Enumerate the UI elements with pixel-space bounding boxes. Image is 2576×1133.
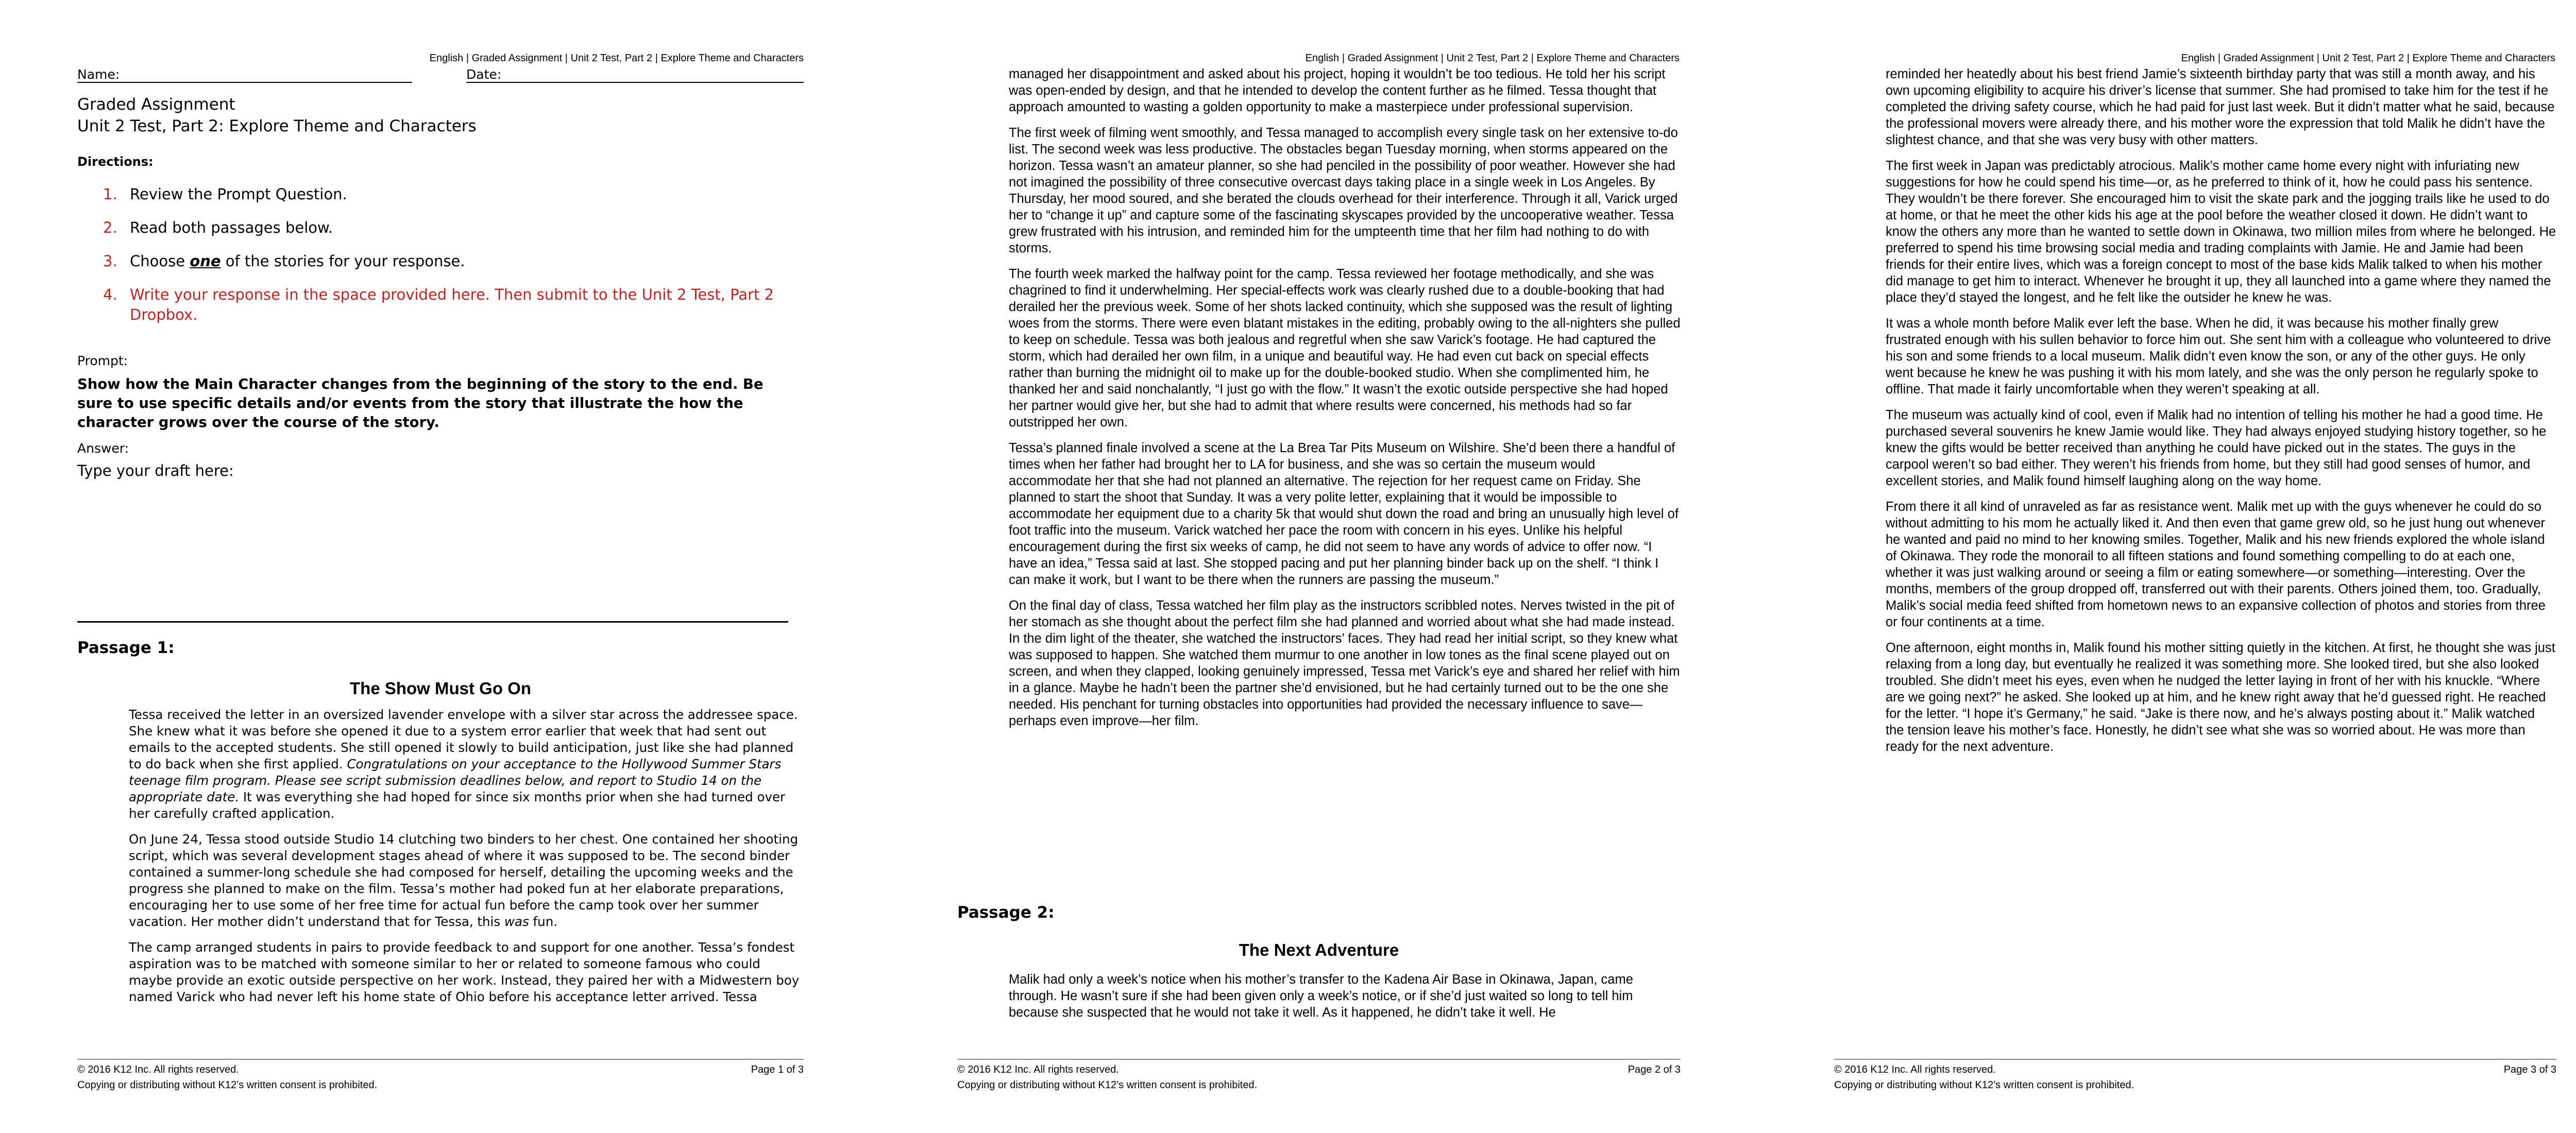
page-number: Page 1 of 3	[751, 1064, 804, 1075]
running-head: English | Graded Assignment | Unit 2 Test, Part 2 | Explore Theme and Characters	[429, 53, 804, 64]
copyright: © 2016 K12 Inc. All rights reserved.	[77, 1064, 239, 1075]
paragraph: Malik had only a week’s notice when his mother’s transfer to the Kadena Air Base in Okinawa, Japan, came through. He wasn’t sure if she had been given only a week’s notice, or if she’d just waited so long to tell him because she suspected that he would not take it well. As it happened, he didn’t take it well. He	[1009, 972, 1633, 1020]
paragraph: reminded her heatedly about his best friend Jamie’s sixteenth birthday party that was still a month away, and his own upcoming eligibility to acquire his driver’s license that summer. She had promised to take him for the test if he completed the driving safety course, which he had paid for just last week. But it didn’t matter what he said, because the professional movers were already there, and his mother wore the expression that told Malik he didn’t have the slightest chance, and that she was very busy with other matters.	[1886, 67, 2555, 147]
step-text: Read both passages below.	[130, 219, 333, 236]
paragraph: The first week in Japan was predictably atrocious. Malik’s mother came home every night with infuriating new suggestions for how he could spend his time—or, as he preferred to think of it, how he could pass his sentence. They wouldn’t be there forever. She encouraged him to visit the skate park and the jogging trails like he used to do at home, or that he meet the other kids his age at the pool before the weather closed it down. He didn’t want to know the others any more than he wanted to settle down in Okinawa, two million miles from where he belonged. He preferred to spend his time browsing social media and trading complaints with Jamie. He and Jamie had been friends for their entire lives, which was a foreign concept to most of the base kids Malik talked to when his mother did manage to get him to interact. Whenever he brought it up, they all launched into a game where they named the place they’d stayed the longest, and he felt like the outsider he knew he was.	[1886, 159, 2556, 305]
answer-field[interactable]: Type your draft here:	[77, 462, 234, 479]
paragraph: On the final day of class, Tessa watched her film play as the instructors scribbled notes. Nerves twisted in the pit of her stomach as she thought about the perfect film she had planned and worried about what she had made instead. In the dim light of the theater, she watched the instructors’ faces. They had read her initial script, so they knew what was supposed to happen. She watched them murmur to one another in low tones as the final scene played out on screen, and when they clapped, looking genuinely impressed, Tessa met Varick’s eye and shared her relief with him in a glance. Maybe he hadn’t been the partner she’d envisioned, but he had certainly turned out to be the one she needed. His penchant for turning obstacles into opportunities had provided the necessary influence to save—perhaps even improve—her film.	[1009, 598, 1680, 728]
step-text: Write your response in the space provided here. Then submit to the Unit 2 Test, Part 2 Dropbox.	[130, 286, 774, 323]
direction-step	[77, 184, 804, 204]
assignment-title: Graded Assignment	[77, 95, 235, 114]
step-number: 4.	[103, 286, 117, 303]
story-2-title: The Next Adventure	[1239, 940, 1399, 959]
footer-rule	[1834, 1059, 2556, 1060]
step-number: 1.	[103, 185, 117, 203]
story-1-title: The Show Must Go On	[350, 679, 531, 698]
paragraph: The camp arranged students in pairs to provide feedback to and support for one another. Tessa’s fondest aspiration was to be matched with someone similar to her or related to someone famous who could maybe provide an exotic outside perspective on her work. Instead, they paired her with a Midwestern boy named Varick who had never left his home state of Ohio before his acceptance letter arrived. Tessa	[129, 940, 800, 1004]
copy-notice: Copying or distributing without K12’s written consent is prohibited.	[1834, 1079, 2134, 1091]
answer-label: Answer:	[77, 441, 129, 456]
direction-step	[77, 285, 804, 325]
direction-step	[77, 251, 804, 271]
directions-label: Directions:	[77, 154, 154, 169]
name-date-row	[77, 67, 804, 84]
copyright: © 2016 K12 Inc. All rights reserved.	[1834, 1064, 1996, 1075]
step-text-emphasis: one	[190, 252, 221, 270]
prompt-label: Prompt:	[77, 353, 128, 368]
text-run: fun.	[529, 914, 558, 929]
page-number: Page 3 of 3	[2503, 1064, 2556, 1075]
copyright: © 2016 K12 Inc. All rights reserved.	[957, 1064, 1119, 1075]
footer-rule	[77, 1059, 804, 1060]
copy-notice: Copying or distributing without K12’s written consent is prohibited.	[957, 1079, 1258, 1091]
paragraph: The fourth week marked the halfway point for the camp. Tessa reviewed her footage methodically, and she was chagrined to find it underwhelming. Her special-effects work was clearly rushed due to a double-booking that had derailed her the previous week. Some of her shots lacked continuity, which she supposed was the result of lighting woes from the storms. There were even blatant mistakes in the editing, probably owing to the all-nighters she pulled to keep on schedule. Tessa was both jealous and regretful when she saw Varick’s footage. He had captured the storm, which had derailed her own film, in a unique and beautiful way. He had even cut back on special effects rather than burning the midnight oil to make up for the double-booked studio. When she complimented him, he thanked her and said nonchalantly, “I just go with the flow.” It wasn’t the exotic outside perspective she had hoped her partner would give her, but she had to admit that where results were concerned, his methods had so far outstripped her own.	[1009, 267, 1681, 430]
document-page-3	[1752, 0, 2576, 1133]
paragraph: The first week of filming went smoothly, and Tessa managed to accomplish every single task on her extensive to-do list. The second week was less productive. The obstacles began Tuesday morning, when storms appeared on the horizon. Tessa wasn’t an amateur planner, so she had penciled in the possibility of poor weather. However she had not imagined the possibility of three consecutive overcast days taking place in a single week in Los Angeles. By Thursday, her mood soured, and she berated the clouds overhead for their interference. Through it all, Varick urged her to “change it up” and capture some of the fascinating skyscapes provided by the uncooperative weather. Tessa grew frustrated with his intrusion, and reminded him for the umpteenth time that her film had nothing to do with storms.	[1009, 126, 1678, 255]
italic-run: Congratulations on your acceptance to the Hollywood Summer Stars teenage film program. Please see script submission deadlines below, and report to Studio 14 on the appropriate date.	[129, 757, 782, 804]
directions-list	[77, 184, 804, 338]
assignment-subtitle: Unit 2 Test, Part 2: Explore Theme and Characters	[77, 117, 477, 135]
passage-1-label: Passage 1:	[77, 639, 175, 657]
copy-notice: Copying or distributing without K12’s written consent is prohibited.	[77, 1079, 378, 1091]
step-number: 3.	[103, 252, 117, 270]
paragraph	[129, 831, 805, 930]
passage-2-body	[1009, 971, 1681, 1030]
running-head: English | Graded Assignment | Unit 2 Test, Part 2 | Explore Theme and Characters	[2181, 53, 2555, 64]
page-footer	[77, 1062, 804, 1093]
step-number: 2.	[103, 219, 117, 236]
step-text: Review the Prompt Question.	[130, 185, 347, 203]
paragraph: Tessa’s planned finale involved a scene at the La Brea Tar Pits Museum on Wilshire. She’d been there a handful of times when her father had brought her to LA for business, and she was so certain the museum would accommodate her that she had not planned an alternative. The rejection for her request came on Friday. She planned to start the shoot that Sunday. It was a very polite letter, explaining that it would be impossible to accommodate her equipment due to a charity 5k that would shut down the road and bring an unusually high level of foot traffic into the museum. Varick watched her pace the room with concern in his eyes. Unlike his helpful encouragement during the first six weeks of camp, he did not seem to have any words of advice to offer now. “I have an idea,” Tessa said at last. She stopped pacing and put her planning binder back up on the shelf. “I think I can make it work, but I want to be there when the runners are passing the museum.”	[1009, 441, 1679, 587]
passage-1-body-continued	[1009, 66, 1681, 739]
paragraph: One afternoon, eight months in, Malik found his mother sitting quietly in the kitchen. At first, he thought she was just relaxing from a long day, but eventually he realized it was something more. She looked tired, but she also looked troubled. She didn’t meet his eyes, even when he nudged the letter laying in front of her with his knuckle. “Where are we going next?” he asked. She looked up at him, and he knew right away that he’d guessed right. He reached for the letter. “I hope it’s Germany,” he said. “Jake is there now, and he’s always posting about it.” Malik watched the tension leave his mother’s face. Honestly, he didn’t see what she was so worried about. He was more than ready for the next adventure.	[1886, 641, 2555, 754]
passage-2-label: Passage 2:	[957, 903, 1055, 922]
paragraph: The museum was actually kind of cool, even if Malik had no intention of telling his mother he had a good time. He purchased several souvenirs he knew Jamie would like. They had always enjoyed studying history together, so he knew the gifts would be better received than anything he could have picked out in the states. The guys in the carpool weren’t so bad either. They weren’t his friends from home, but they still had good senses of humor, and excellent stories, and Malik found himself laughing along on the way home.	[1886, 408, 2547, 488]
page-number: Page 2 of 3	[1628, 1064, 1681, 1075]
document-page-1	[0, 0, 876, 1133]
text-run: On June 24, Tessa stood outside Studio 14 clutching two binders to her chest. One contained her shooting script, which was several development stages ahead of where it was supposed to be. The second binder contained a summer-long schedule she had composed for herself, detailing the upcoming weeks and the progress she planned to make on the film. Tessa’s mother had poked fun at her elaborate preparations, encouraging her to use some of her free time for actual fun before the camp took over her summer vacation. Her mother didn’t understand that for Tessa, this	[129, 832, 799, 929]
step-text-post: of the stories for your response.	[221, 252, 465, 270]
name-label: Name:	[77, 67, 120, 82]
passage-2-body-continued	[1886, 66, 2556, 764]
date-line	[466, 82, 804, 83]
text-run: Tessa received the letter in an oversized lavender envelope with a silver star across the addressee space. She knew what it was before she opened it due to a system error earlier that week that had sent out emails to the accepted students. She still opened it slowly to build anticipation, just like she had planned to do back when she first applied.	[129, 707, 798, 771]
answer-divider	[77, 621, 788, 623]
paragraph: managed her disappointment and asked about his project, hoping it wouldn’t be too tedious. He told her his script was open-ended by design, and that he intended to develop the content further as he filmed. Tessa thought that approach amounted to wasting a golden opportunity to make a masterpiece under professional supervision.	[1009, 67, 1666, 114]
italic-run: was	[504, 914, 529, 929]
name-line	[77, 82, 412, 83]
paragraph: It was a whole month before Malik ever left the base. When he did, it was because his mother finally grew frustrated enough with his sullen behavior to force him out. She sent him with a colleague who volunteered to drive his son and some friends to a local museum. Malik didn’t even know the son, or any of the other guys. He only went because he knew he was pushing it with his mom lately, and she was the only person he regularly spoke to offline. That made it fairly uncomfortable when they weren’t speaking at all.	[1886, 316, 2551, 397]
paragraph	[129, 707, 805, 822]
page-footer	[1834, 1062, 2556, 1093]
date-label: Date:	[466, 67, 502, 82]
running-head: English | Graded Assignment | Unit 2 Test, Part 2 | Explore Theme and Characters	[1305, 53, 1680, 64]
prompt-text: Show how the Main Character changes from the beginning of the story to the end. Be sure to use specific details and/or events from the story that illustrate the how the character grows over the course of the story.	[77, 376, 764, 431]
text-run: It was everything she had hoped for since six months prior when she had turned over her carefully crafted application.	[129, 789, 786, 821]
page-footer	[957, 1062, 1681, 1093]
paragraph: From there it all kind of unraveled as far as resistance went. Malik met up with the guys whenever he could do so without admitting to his mom he actually liked it. And then even that game grew old, so he just hung out whenever he wanted and paid no mind to her knowing smiles. Together, Malik and his new friends explored the whole island of Okinawa. They rode the monorail to all fifteen stations and found something compelling to do at each one, whether it was just walking around or seeing a film or eating somewhere—or something—interesting. Over the months, members of the group dropped off, transferred out with their parents. Others joined them, too. Gradually, Malik’s social media feed shifted from hometown news to an expansive collection of photos and stories from three or four continents at a time.	[1886, 500, 2546, 629]
direction-step	[77, 218, 804, 238]
passage-1-body	[129, 707, 805, 1015]
footer-rule	[957, 1059, 1681, 1060]
document-page-2	[876, 0, 1752, 1133]
assignment-heading	[77, 94, 477, 137]
step-text-pre: Choose	[130, 252, 190, 270]
